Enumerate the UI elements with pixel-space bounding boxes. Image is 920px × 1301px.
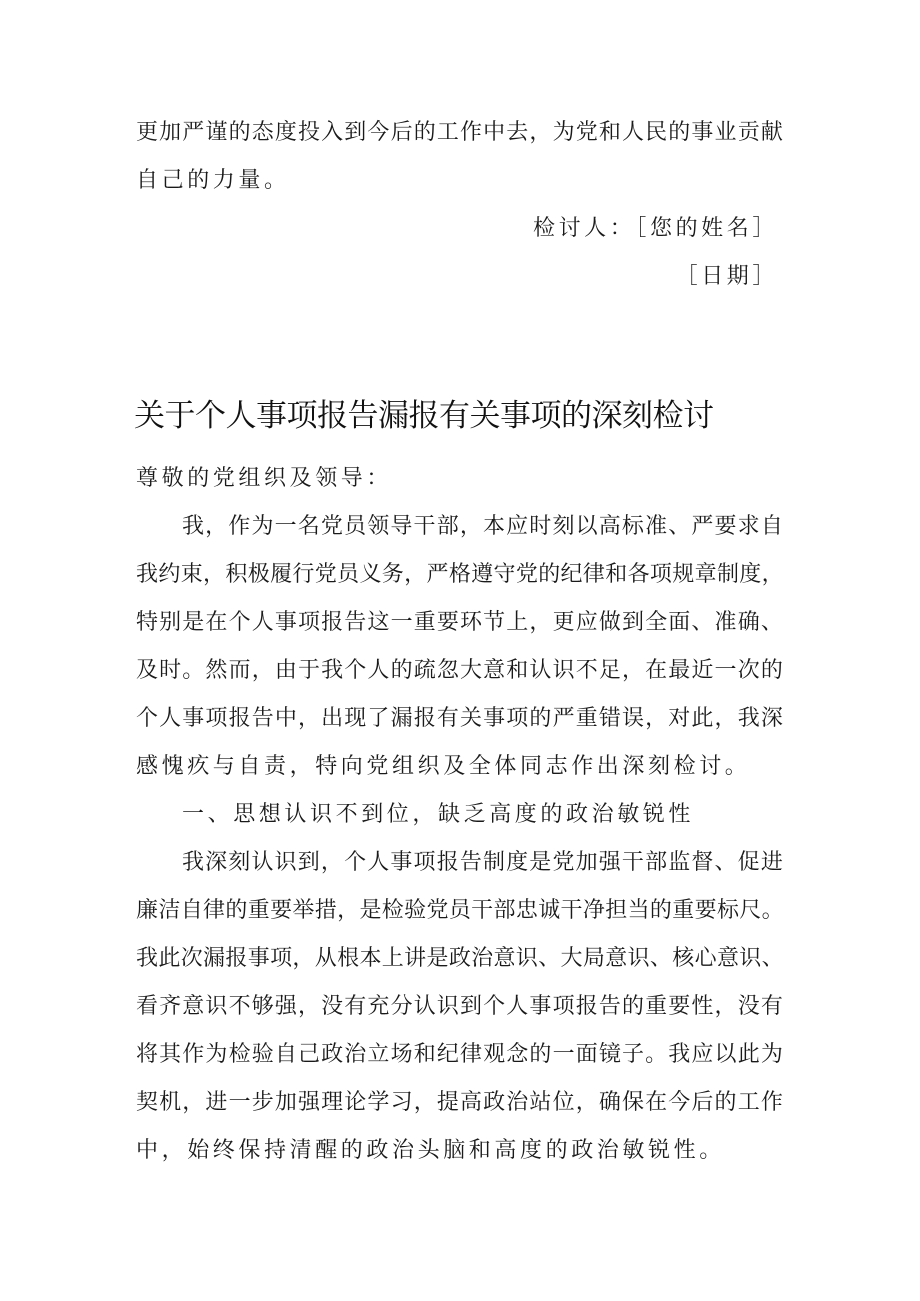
paragraph-2-line: 中，始终保持清醒的政治头脑和高度的政治敏锐性。 [136, 1138, 725, 1163]
paragraph-1-line: 我，作为一名党员领导干部，本应时刻以高标准、严要求自 [182, 514, 784, 539]
date-line: ［日期］ [675, 264, 778, 289]
paragraph-2-line: 我此次漏报事项，从根本上讲是政治意识、大局意识、核心意识、 [136, 946, 784, 971]
salutation: 尊敬的党组织及领导： [136, 466, 393, 491]
paragraph-2-line: 契机，进一步加强理论学习，提高政治站位，确保在今后的工作 [136, 1090, 784, 1115]
section-heading-1: 一、思想认识不到位，缺乏高度的政治敏锐性 [182, 802, 695, 827]
previous-text-line-2: 自己的力量。 [136, 168, 290, 193]
paragraph-1-line: 及时。然而，由于我个人的疏忽大意和认识不足，在最近一次的 [136, 658, 784, 683]
previous-text-line-1: 更加严谨的态度投入到今后的工作中去，为党和人民的事业贡献 [136, 120, 784, 145]
paragraph-1-line: 我约束，积极履行党员义务，严格遵守党的纪律和各项规章制度， [136, 562, 784, 587]
paragraph-1-line: 感愧疚与自责，特向党组织及全体同志作出深刻检讨。 [136, 754, 751, 779]
paragraph-1-line: 特别是在个人事项报告这一重要环节上，更应做到全面、准确、 [136, 610, 784, 635]
paragraph-1-line: 个人事项报告中，出现了漏报有关事项的严重错误，对此，我深 [136, 706, 784, 731]
signer-line: 检讨人：［您的姓名］ [532, 216, 778, 241]
paragraph-2-line: 将其作为检验自己政治立场和纪律观念的一面镜子。我应以此为 [136, 1042, 784, 1067]
paragraph-2-line: 看齐意识不够强，没有充分认识到个人事项报告的重要性，没有 [136, 994, 784, 1019]
paragraph-2-line: 廉洁自律的重要举措，是检验党员干部忠诚干净担当的重要标尺。 [136, 898, 784, 923]
document-title: 关于个人事项报告漏报有关事项的深刻检讨 [134, 398, 714, 434]
paragraph-2-line: 我深刻认识到，个人事项报告制度是党加强干部监督、促进 [182, 850, 784, 875]
